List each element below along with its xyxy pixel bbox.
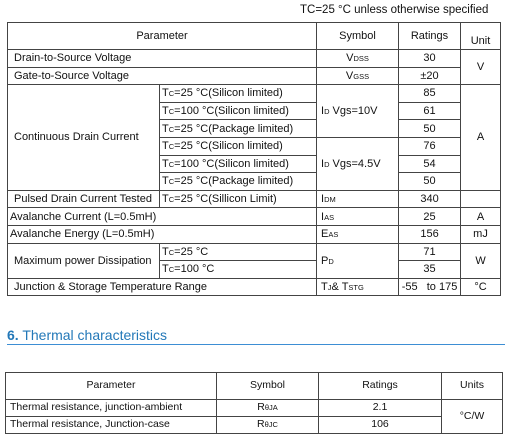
table-row (8, 85, 501, 103)
table-row (6, 417, 503, 434)
unit-voltage: V (461, 50, 501, 85)
param-continuous-drain: Continuous Drain Current (8, 85, 160, 191)
rating-cell: 35 (399, 261, 461, 279)
condition-note: TC=25 °C unless otherwise specified (300, 4, 489, 16)
table-row (8, 67, 501, 85)
rating-cell: 61 (399, 102, 461, 120)
rating-rth-jc: 106 (319, 417, 442, 434)
table-row (6, 400, 503, 417)
param-gate-source: Gate-to-Source Voltage (8, 67, 317, 85)
param-rth-jc: Thermal resistance, Junction-case (6, 417, 217, 434)
rating-idm: 340 (399, 190, 461, 208)
symbol-eas: EAS (317, 225, 399, 243)
unit-current: A (461, 85, 501, 191)
rating-cell: 71 (399, 243, 461, 261)
unit-thermal: °C/W (442, 400, 503, 434)
rating-cell: 85 (399, 85, 461, 103)
rating-cell: 54 (399, 155, 461, 173)
param-avalanche-current: Avalanche Current (L=0.5mH) (8, 208, 317, 226)
condition-cell: TC=25 °C(Sillicon Limit) (160, 190, 317, 208)
table-header-row (8, 23, 501, 50)
section-divider (7, 344, 505, 345)
condition-cell: TC=25 °C(Silicon limited) (160, 137, 317, 155)
condition-cell: TC=25 °C(Silicon limited) (160, 85, 317, 103)
symbol-vgss: VGSS (317, 67, 399, 85)
rating-junction: -55 to 175 (399, 278, 461, 296)
param-drain-source: Drain-to-Source Voltage (8, 50, 317, 68)
rating-vdss: 30 (399, 50, 461, 68)
symbol-ias: IAS (317, 208, 399, 226)
rating-rth-ja: 2.1 (319, 400, 442, 417)
table-row (8, 208, 501, 226)
unit-temperature: °C (461, 278, 501, 296)
symbol-id-vgs10: ID Vgs=10V (317, 85, 399, 138)
symbol-rth-ja: RθJA (217, 400, 319, 417)
section-title: 6. Thermal characteristics (7, 327, 168, 343)
unit-eas: mJ (461, 225, 501, 243)
header-ratings: Ratings (399, 23, 461, 50)
table-row (8, 243, 501, 261)
symbol-rth-jc: RθJC (217, 417, 319, 434)
condition-cell: TC=100 °C(Silicon limited) (160, 102, 317, 120)
table-row (8, 50, 501, 68)
rating-vgss: ±20 (399, 67, 461, 85)
rating-cell: 76 (399, 137, 461, 155)
absolute-max-ratings-table (7, 22, 501, 296)
unit-ias: A (461, 208, 501, 226)
param-power-dissipation: Maximum power Dissipation (8, 243, 160, 278)
condition-cell: TC=25 °C(Package limited) (160, 120, 317, 138)
param-rth-ja: Thermal resistance, junction-ambient (6, 400, 217, 417)
header-ratings: Ratings (319, 373, 442, 400)
header-unit: Unit (461, 23, 501, 50)
table-row (8, 225, 501, 243)
table-row (8, 190, 501, 208)
symbol-id-vgs45: ID Vgs=4.5V (317, 137, 399, 190)
symbol-pd: PD (317, 243, 399, 278)
param-junction-temp: Junction & Storage Temperature Range (8, 278, 317, 296)
unit-pulsed (461, 190, 501, 208)
rating-eas: 156 (399, 225, 461, 243)
unit-power: W (461, 243, 501, 278)
rating-cell: 50 (399, 173, 461, 191)
header-units: Units (442, 373, 503, 400)
symbol-tj-tstg: TJ& TSTG (317, 278, 399, 296)
symbol-idm: IDM (317, 190, 399, 208)
condition-cell: TC=25 °C (160, 243, 317, 261)
header-symbol: Symbol (317, 23, 399, 50)
param-avalanche-energy: Avalanche Energy (L=0.5mH) (8, 225, 317, 243)
condition-cell: TC=100 °C(Silicon limited) (160, 155, 317, 173)
header-parameter: Parameter (8, 23, 317, 50)
table-row (8, 278, 501, 296)
condition-cell: TC=25 °C(Package limited) (160, 173, 317, 191)
header-symbol: Symbol (217, 373, 319, 400)
table-header-row (6, 373, 503, 400)
header-parameter: Parameter (6, 373, 217, 400)
symbol-vdss: VDSS (317, 50, 399, 68)
condition-cell: TC=100 °C (160, 261, 317, 279)
rating-ias: 25 (399, 208, 461, 226)
thermal-characteristics-table (5, 372, 503, 434)
rating-cell: 50 (399, 120, 461, 138)
param-pulsed-drain: Pulsed Drain Current Tested (8, 190, 160, 208)
